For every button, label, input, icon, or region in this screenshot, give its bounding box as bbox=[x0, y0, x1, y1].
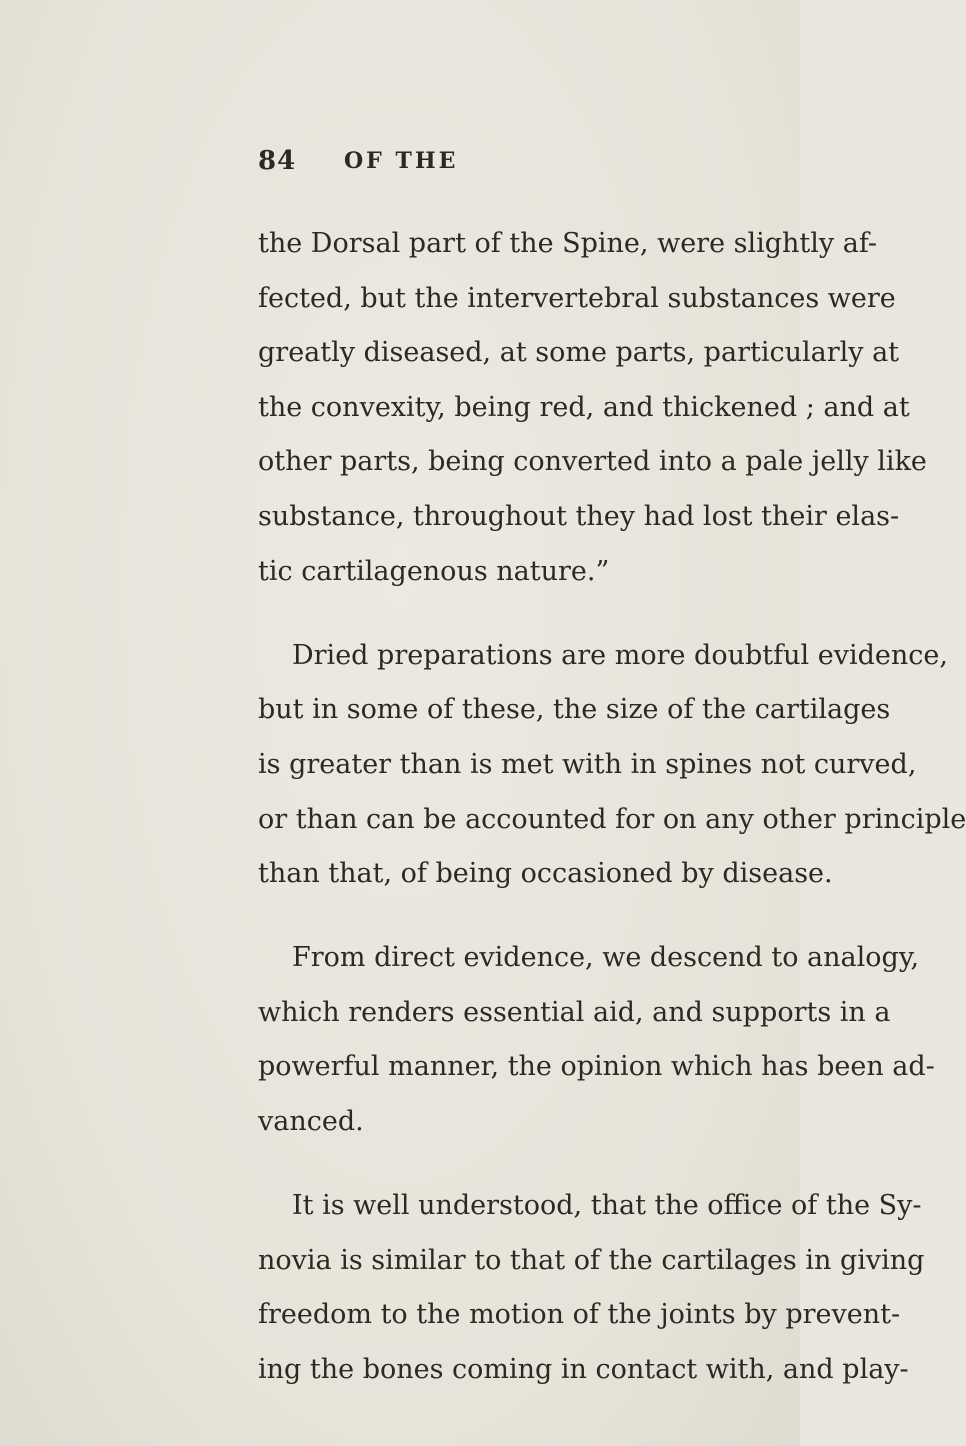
running-head bbox=[258, 146, 728, 186]
text-line: greatly diseased, at some parts, particularly at bbox=[258, 337, 900, 369]
text-line: ing the bones coming in contact with, and play- bbox=[258, 1354, 909, 1385]
text-line: From direct evidence, we descend to analogy, bbox=[292, 942, 920, 974]
page-number: 84 bbox=[258, 146, 297, 176]
text-line: Dried preparations are more doubtful evidence, bbox=[292, 639, 948, 671]
text-line: or than can be accounted for on any other principle bbox=[258, 803, 966, 835]
running-head-title: OF THE bbox=[344, 148, 459, 174]
text-line: vanced. bbox=[258, 1106, 364, 1138]
text-line: tic cartilagenous nature.” bbox=[258, 555, 610, 587]
text-line: is greater than is met with in spines not curved, bbox=[258, 748, 917, 780]
text-line: the Dorsal part of the Spine, were slightly af- bbox=[258, 228, 878, 259]
text-line: than that, of being occasioned by disease. bbox=[258, 858, 833, 890]
text-line: other parts, being converted into a pale jelly like bbox=[258, 446, 927, 478]
text-line: freedom to the motion of the joints by prevent- bbox=[258, 1299, 901, 1331]
text-line: which renders essential aid, and supports in a bbox=[258, 996, 891, 1028]
text-line: It is well understood, that the office of the Sy- bbox=[292, 1190, 922, 1222]
text-line: fected, but the intervertebral substances were bbox=[258, 282, 896, 314]
text-line: substance, throughout they had lost their elas- bbox=[258, 501, 900, 533]
text-line: novia is similar to that of the cartilages in giving bbox=[258, 1244, 925, 1276]
text-line: powerful manner, the opinion which has been ad- bbox=[258, 1051, 935, 1083]
text-line: the convexity, being red, and thickened ; and at bbox=[258, 391, 910, 423]
text-line: but in some of these, the size of the cartilages bbox=[258, 694, 891, 726]
